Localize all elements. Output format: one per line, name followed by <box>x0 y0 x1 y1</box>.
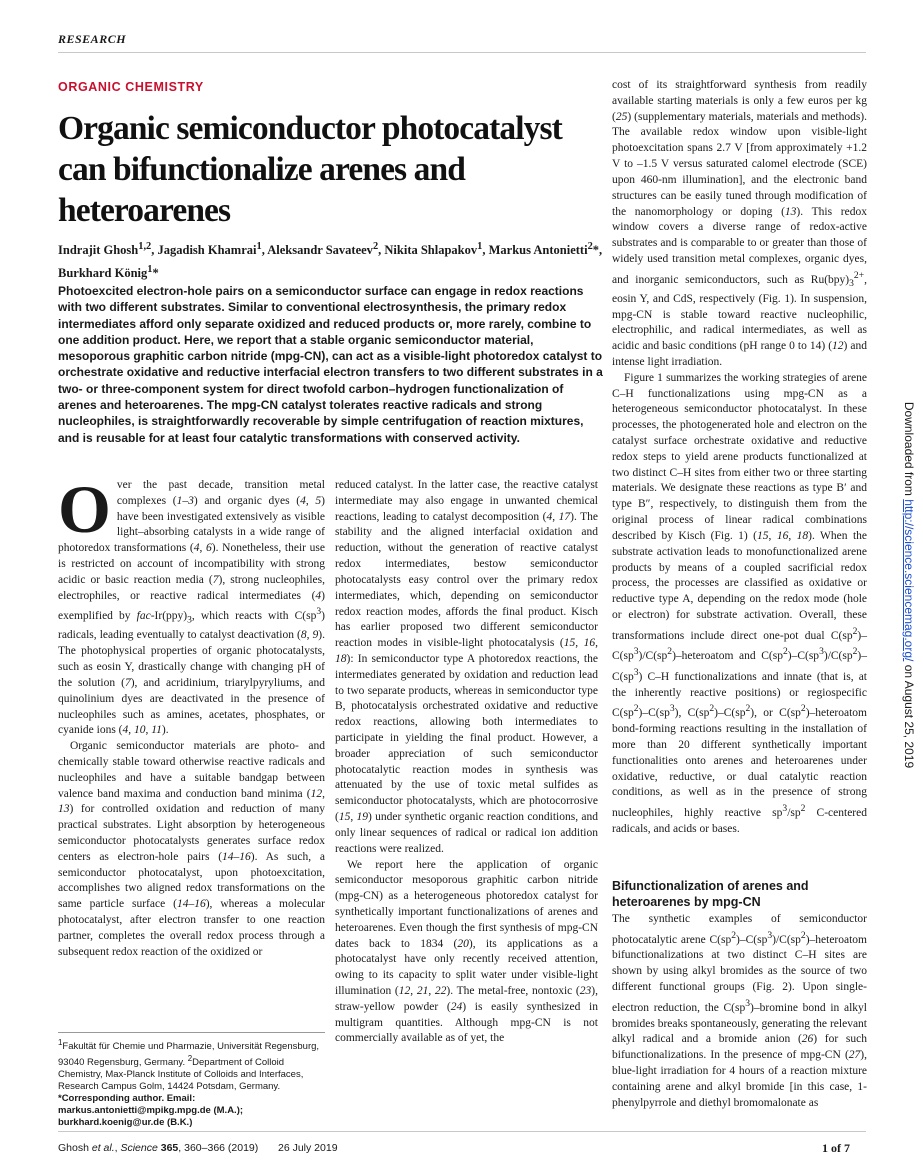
citation: Ghosh et al., Science 365, 360–366 (2019) <box>58 1142 259 1154</box>
paragraph: The synthetic examples of semiconductor photocatalytic arene $C(sp^2)-C(sp^3)/C(sp^2)$–heteroatom bifunctionalizations at two distinct C–H sites are shown by using alkyl bromides as the source of two different functional groups (Fig. 2). Upon single-electron reduction, the $C(sp^3)$–bromine bond in alkyl bromides breaks spontaneously, generating the relevant alkyl radical and a bromide anion (26) for such bifunctionalizations. In the presence of mpg-CN (27), blue-light irradiation for 4 hours of a reaction mixture containing arene and alkyl bromide [in this case, 1-phenylpyrrole and diethyl bromomalonate as <box>612 913 867 1109</box>
top-divider <box>58 52 866 53</box>
body-column-1 <box>58 471 326 961</box>
section-label: RESEARCH <box>58 32 127 46</box>
publication-date: 26 July 2019 <box>278 1142 338 1154</box>
drop-cap: O <box>58 471 111 547</box>
body-column-3-continued <box>612 912 867 1111</box>
page-number: 1 of 7 <box>822 1141 850 1155</box>
body-column-3 <box>612 78 867 838</box>
download-suffix: on August 25, 2019 <box>902 661 916 769</box>
download-watermark <box>900 355 916 815</box>
affiliation-footnote: $^1$Fakultät für Chemie und Pharmazie, Universität Regensburg, 93040 Regensburg, Germany. $^2$Department of Colloid Chemistry, Max-Planck Institute of Colloids and Interfaces, Research Campus Golm, 14424 Potsdam, Germany. *Corresponding author. Email: markus.antonietti@mpikg.mpg.de (M.A.); burkhard.koenig@ur.de (B.K.) <box>58 1038 320 1129</box>
download-link[interactable]: http://science.sciencemag.org/ <box>902 499 916 662</box>
body-column-2 <box>335 478 598 1047</box>
article-title: Organic semiconductor photocatalyst can bifunctionalize arenes and heteroarenes <box>58 110 562 229</box>
bottom-divider <box>58 1131 866 1132</box>
section-heading: Bifunctionalization of arenes and heteroarenes by mpg-CN <box>612 879 809 909</box>
article-category: ORGANIC CHEMISTRY <box>58 80 204 94</box>
paragraph: We report here the application of organic semiconductor mesoporous graphitic carbon nitride (mpg-CN) as a heterogeneous photoredox catalyst for synthetically important functionalizations of arenes and heteroarenes. Even though the first synthesis of mpg-CN dates back to 1834 (20), its applications as a photocatalyst have only recently received attention, owing to its capacity to split water under visible-light illumination (12, 21, 22). The metal-free, nontoxic (23), straw-yellow powder (24) is easily synthesized in multigram quantities. Although mpg-CN is not commercially available as of yet, the <box>335 858 598 1045</box>
author-list: Indrajit Ghosh$^{1,2}$, Jagadish Khamrai$^1$, Aleksandr Savateev$^2$, Nikita Shlapakov$^1$, Markus Antonietti$^2$*, Burkhard König$^1$* <box>58 241 603 281</box>
paragraph: ver the past decade, transition metal complexes (1–3) and organic dyes (4, 5) have been investigated extensively as visible light–absorbing catalysts in a wide range of photoredox transformations (4, 6). Nonetheless, their use is restricted on account of incompatibility with strong acidic or basic reaction media (7), strong nucleophiles, electrophiles, or reactive radical intermediates (4) exemplified by fac-$Ir(ppy)_3$, which reacts with $C(sp^3)$ radicals, leading eventually to catalyst deactivation (8, 9). The photophysical properties of organic photocatalysts, such as eosin Y, drastically change with changing pH of the solution (7), and acridinium, triarylpyryliums, and quinolinium dyes are deactivated in the presence of nucleophiles such as amines, acetates, phosphates, or cyanide ions (4, 10, 11). <box>58 479 326 737</box>
footnote-divider <box>58 1032 325 1033</box>
paragraph: Organic semiconductor materials are photo- and chemically stable toward otherwise reactive radicals and nucleophiles and have a suitable bandgap between valence band maxima and conduction band minima (12, 13) for controlled oxidation and reduction of many practical substrates. Light absorption by heterogeneous semiconductor photocatalysts generates surface redox centers as electron-hole pairs (14–16). As such, a semiconductor photocatalyst, upon photoexcitation, accomplishes two aligned redox transformations on the same particle surface (14–16), whereas a molecular photocatalyst, after electron transfer to one reaction partner, completes the overall redox process through a subsequent redox reaction of the oxidized or <box>58 740 325 958</box>
paragraph: reduced catalyst. In the latter case, the reactive catalyst intermediate may also engage in unwanted chemical reactions, leading to catalyst decomposition (4, 17). The stability and the aligned interfacial oxidation and reduction, without the generation of reactive catalyst redox intermediates, bestow semiconductor photocatalysts easy control over the primary redox intermediates, which, depending on semiconductor redox reaction modes, affords the final product. Kisch has earlier proposed two different semiconductor reaction modes in visible-light photocatalysis (15, 16, 18): In semiconductor type A photoredox reactions, the intermediates generated by oxidation and reduction lead to two separate products, whereas in semiconductor type B, photocatalysis orchestrated oxidative and reductive redox reactions, allowing both intermediates to participate in yielding the final product. However, a broader appreciation of such semiconductor photocatalytic reaction modes in synthesis was attenuated by the use of toxic metal sulfides as semiconductor photocatalysts, which are photocorrosive (15, 19) under synthetic organic reaction conditions, and only linear sequences of radical or radical ion addition reactions were realized. <box>335 479 599 855</box>
paragraph: cost of its straightforward synthesis from readily available starting materials is only a few euros per kg (25) (supplementary materials, materials and methods). The available redox window upon visible-light photoexcitation spans 2.7 V [from approximately +1.2 V to –1.5 V versus saturated calomel electrode (SCE) upon 460-nm illumination], and the electronic band structures can be easily tuned through modification of the nanomorphology or doping (13). This redox window covers a diverse range of redox-active substrates and is comparable to or greater than those of widely used transition metal complexes, organic dyes, and inorganic semiconductors, such as $Ru(bpy)_3^{2+}$, eosin Y, and CdS, respectively (Fig. 1). In suspension, mpg-CN is stable toward reactive nucleophilic, electrophilic, and radical intermediates, as well as acidic and basic conditions (pH range 0 to 14) (12) and intense light irradiation. <box>612 79 867 368</box>
paragraph: Figure 1 summarizes the working strategies of arene C–H functionalizations using mpg-CN as a heterogeneous semiconductor photocatalyst. In these processes, the photogenerated hole and electron on the catalyst surface orchestrate oxidative and reductive redox steps to yield arene products functionalized at two distinct C–H sites from either two or three starting materials. We designate these reactions as type B′ and type B″, respectively, to distinguish them from the original process of linear radical combinations described by Kisch (Fig. 1) (15, 16, 18). When the substrate activation leads to monofunctionalized arene products by means of a coupled sacrificial redox process, the processes are classified as oxidative or reductive type A, depending on the redox mode (hole or electron) for substrate activation. Overall, these transformations include direct one-pot dual $C(sp^2)-C(sp^3)/C(sp^2)$–heteroatom and $C(sp^2)-C(sp^3)/C(sp^2)-C(sp^3)$ C–H functionalizations and innate (that is, at the inherently reactive positions) or regiospecific $C(sp^2)-C(sp^3)$, $C(sp^2)-C(sp^2)$, or $C(sp^2)$–heteroatom bond-forming reactions resulting in the installation of more than 20 different synthetically important functionalities onto arenes and heteroarenes under oxidative, reductive, or dual catalytic reaction conditions, as well as in the presence of strong nucleophiles, highly reactive $sp^3/sp^2$ C-centered radicals, and acids or bases. <box>612 371 867 835</box>
download-prefix: Downloaded from <box>902 401 916 500</box>
abstract: Photoexcited electron-hole pairs on a semiconductor surface can engage in redox reactions with two different substrates. Similar to conventional electrosynthesis, the primary redox intermediates afford only separate oxidized and reduced products or, more rarely, combine to one addition product. Here, we report that a stable organic semiconductor material, mesoporous graphitic carbon nitride (mpg-CN), can act as a visible-light photoredox catalyst to orchestrate oxidative and reductive interfacial electron transfers to two different substrates in a two- or three-component system for direct twofold carbon–hydrogen functionalization of arenes and heteroarenes. The mpg-CN catalyst tolerates reactive radicals and strong nucleophiles, is straightforwardly recoverable by simple centrifugation of reaction mixtures, and is reusable for at least four catalytic transformations with conserved activity. <box>58 284 603 445</box>
